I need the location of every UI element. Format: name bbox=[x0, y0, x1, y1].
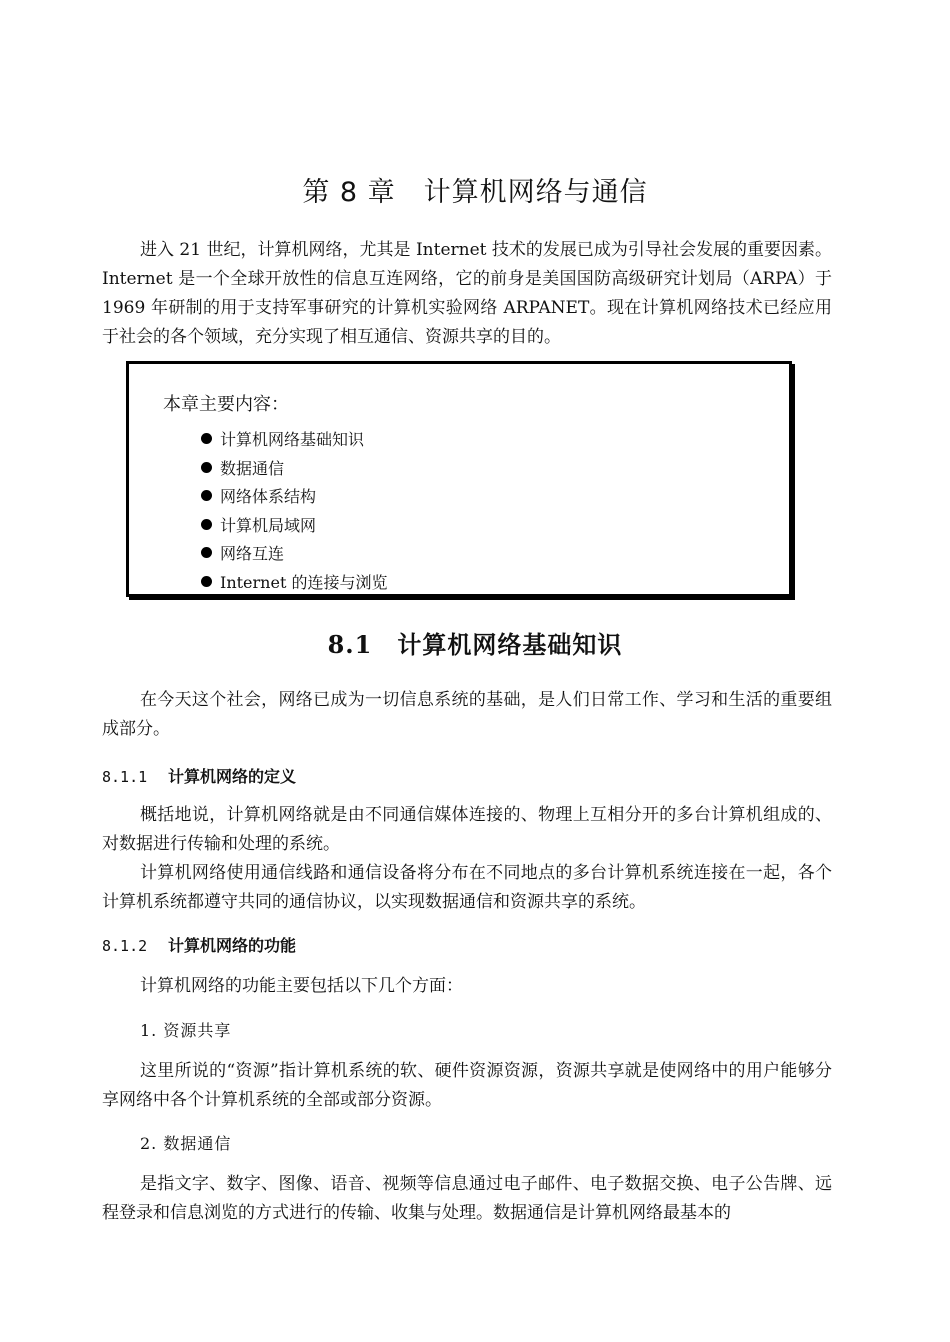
subsection-heading bbox=[102, 764, 296, 787]
bullet-icon bbox=[201, 519, 212, 530]
subsection-number: 8.1.2 bbox=[102, 937, 148, 955]
chapter-title: 第 8 章 计算机网络与通信 bbox=[302, 177, 648, 208]
bullet-icon bbox=[201, 547, 212, 558]
section-intro: 在今天这个社会，网络已成为一切信息系统的基础，是人们日常工作、学习和生活的重要组成部分。 bbox=[102, 690, 832, 739]
section-title: 8.1 计算机网络基础知识 bbox=[327, 630, 623, 659]
subsection-heading bbox=[102, 933, 296, 956]
chapter-summary-box bbox=[126, 361, 792, 597]
subsection-number: 8.1.1 bbox=[102, 768, 148, 786]
definition-paragraph-2: 计算机网络使用通信线路和通信设备将分布在不同地点的多台计算机系统连接在一起，各个计算机系统都遵守共同的通信协议，以实现数据通信和资源共享的系统。 bbox=[102, 863, 832, 912]
function-intro: 计算机网络的功能主要包括以下几个方面： bbox=[140, 976, 463, 996]
item-heading: 2. 数据通信 bbox=[140, 1134, 232, 1153]
subsection-title: 计算机网络的功能 bbox=[168, 936, 297, 955]
chapter-intro: 进入 21 世纪，计算机网络，尤其是 Internet 技术的发展已成为引导社会发展的重要因素。Internet 是一个全球开放性的信息互连网络，它的前身是美国国防高级研究计划局（ARPA）于 1969 年研制的用于支持军事研究的计算机实验网络 ARPANET。现在计算机网络技术已经应用于社会的各个领域，充分实现了相互通信、资源共享的目的。 bbox=[102, 240, 832, 347]
summary-item: 网络互连 bbox=[201, 540, 387, 569]
bullet-icon bbox=[201, 576, 212, 587]
summary-item: 数据通信 bbox=[201, 455, 387, 484]
summary-item: 计算机局域网 bbox=[201, 512, 387, 541]
summary-title: 本章主要内容： bbox=[163, 394, 289, 415]
item-paragraph: 这里所说的“资源”指计算机系统的软、硬件资源资源，资源共享就是使网络中的用户能够分享网络中各个计算机系统的全部或部分资源。 bbox=[102, 1061, 832, 1110]
subsection-title: 计算机网络的定义 bbox=[168, 767, 297, 786]
item-paragraph: 是指文字、数字、图像、语音、视频等信息通过电子邮件、电子数据交换、电子公告牌、远程登录和信息浏览的方式进行的传输、收集与处理。数据通信是计算机网络最基本的 bbox=[102, 1174, 832, 1223]
item-heading: 1. 资源共享 bbox=[140, 1021, 232, 1040]
summary-item: 计算机网络基础知识 bbox=[201, 426, 387, 455]
bullet-icon bbox=[201, 462, 212, 473]
bullet-icon bbox=[201, 433, 212, 444]
summary-list bbox=[201, 426, 387, 597]
definition-paragraph-1: 概括地说，计算机网络就是由不同通信媒体连接的、物理上互相分开的多台计算机组成的、对数据进行传输和处理的系统。 bbox=[102, 805, 832, 854]
summary-item: Internet 的连接与浏览 bbox=[201, 569, 387, 598]
bullet-icon bbox=[201, 490, 212, 501]
summary-item: 网络体系结构 bbox=[201, 483, 387, 512]
